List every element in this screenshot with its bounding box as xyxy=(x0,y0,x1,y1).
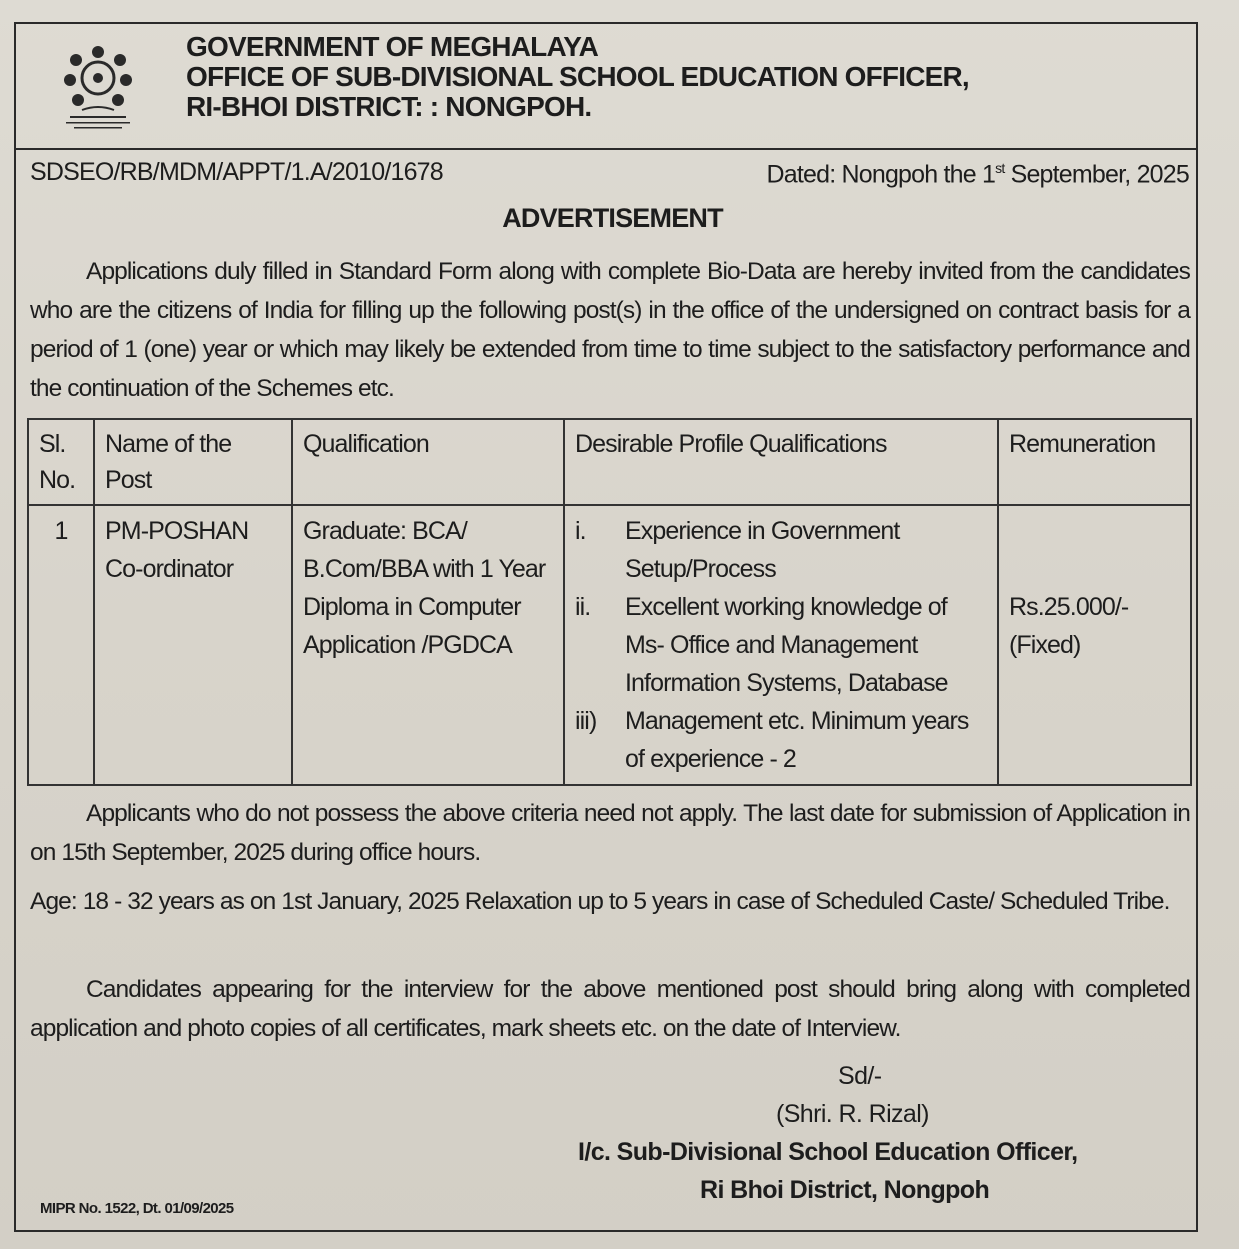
table-header-row xyxy=(28,419,1191,505)
reference-number: SDSEO/RB/MDM/APPT/1.A/2010/1678 xyxy=(30,158,443,186)
cell-sl: 1 xyxy=(28,505,94,785)
header-remuneration: Remuneration xyxy=(998,419,1191,505)
criteria-paragraph xyxy=(30,794,1190,872)
cell-post: PM-POSHAN Co-ordinator xyxy=(94,505,292,785)
desirable-list xyxy=(575,512,987,778)
list-item: ii. Excellent working knowledge of Ms- Office and Management Information Systems, Database xyxy=(575,593,948,697)
header-sl: Sl. No. xyxy=(28,419,94,505)
age-paragraph: Age: 18 - 32 years as on 1st January, 2025 Relaxation up to 5 years in case of Scheduled Caste/ Scheduled Tribe. xyxy=(30,888,1170,915)
header-qualification: Qualification xyxy=(292,419,564,505)
table-row xyxy=(28,505,1191,785)
dated-line xyxy=(766,160,1189,189)
header-desirable: Desirable Profile Qualifications xyxy=(564,419,998,505)
intro-paragraph xyxy=(30,252,1190,408)
criteria-text: Applicants who do not possess the above criteria need not apply. The last date for submission of Application in on 15th September, 2025 during office hours. xyxy=(30,800,1190,866)
remuneration-value: Rs.25.000/- (Fixed) xyxy=(1009,593,1129,659)
interview-paragraph xyxy=(30,970,1190,1048)
advertisement-title: ADVERTISEMENT xyxy=(502,203,723,233)
interview-text: Candidates appearing for the interview for the above mentioned post should bring along with completed application and photo copies of all certificates, mark sheets etc. on the date of Interview. xyxy=(30,976,1190,1042)
meghalaya-education-emblem-icon xyxy=(48,38,148,138)
cell-qualification: Graduate: BCA/ B.Com/BBA with 1 Year Diploma in Computer Application /PGDCA xyxy=(292,505,564,785)
header-divider xyxy=(16,148,1196,150)
signatory-place: Ri Bhoi District, Nongpoh xyxy=(700,1176,990,1204)
list-item: iii) Management etc. Minimum years of experience - 2 xyxy=(575,707,969,773)
date-rest: September, 2025 xyxy=(1004,160,1189,189)
list-item: i. Experience in Government Setup/Process xyxy=(575,517,900,583)
office-name: OFFICE OF SUB-DIVISIONAL SCHOOL EDUCATION OFFICER, xyxy=(186,61,969,92)
office-heading xyxy=(186,32,969,122)
cell-desirable xyxy=(564,505,998,785)
date-prefix: Dated: Nongpoh the 1 xyxy=(766,160,996,189)
district-name: RI-BHOI DISTRICT: : NONGPOH. xyxy=(186,91,592,122)
posts-table xyxy=(27,418,1192,786)
header-post: Name of the Post xyxy=(94,419,292,505)
signatory-name: (Shri. R. Rizal) xyxy=(776,1100,929,1128)
mipr-number: MIPR No. 1522, Dt. 01/09/2025 xyxy=(40,1200,234,1217)
cell-remuneration xyxy=(998,505,1191,785)
intro-text: Applications duly filled in Standard Form along with complete Bio-Data are hereby invited from the candidates who are the citizens of India for filling up the following post(s) in the office of the undersigned on contract basis for a period of 1 (one) year or which may likely be extended from time to time subject to the satisfactory performance and the continuation of the Schemes etc. xyxy=(30,258,1190,402)
signature-sd: Sd/- xyxy=(838,1062,882,1090)
signatory-designation: I/c. Sub-Divisional School Education Officer, xyxy=(578,1138,1078,1166)
header xyxy=(16,24,1196,144)
government-name: GOVERNMENT OF MEGHALAYA xyxy=(186,31,599,62)
date-suffix: st xyxy=(995,160,1005,176)
